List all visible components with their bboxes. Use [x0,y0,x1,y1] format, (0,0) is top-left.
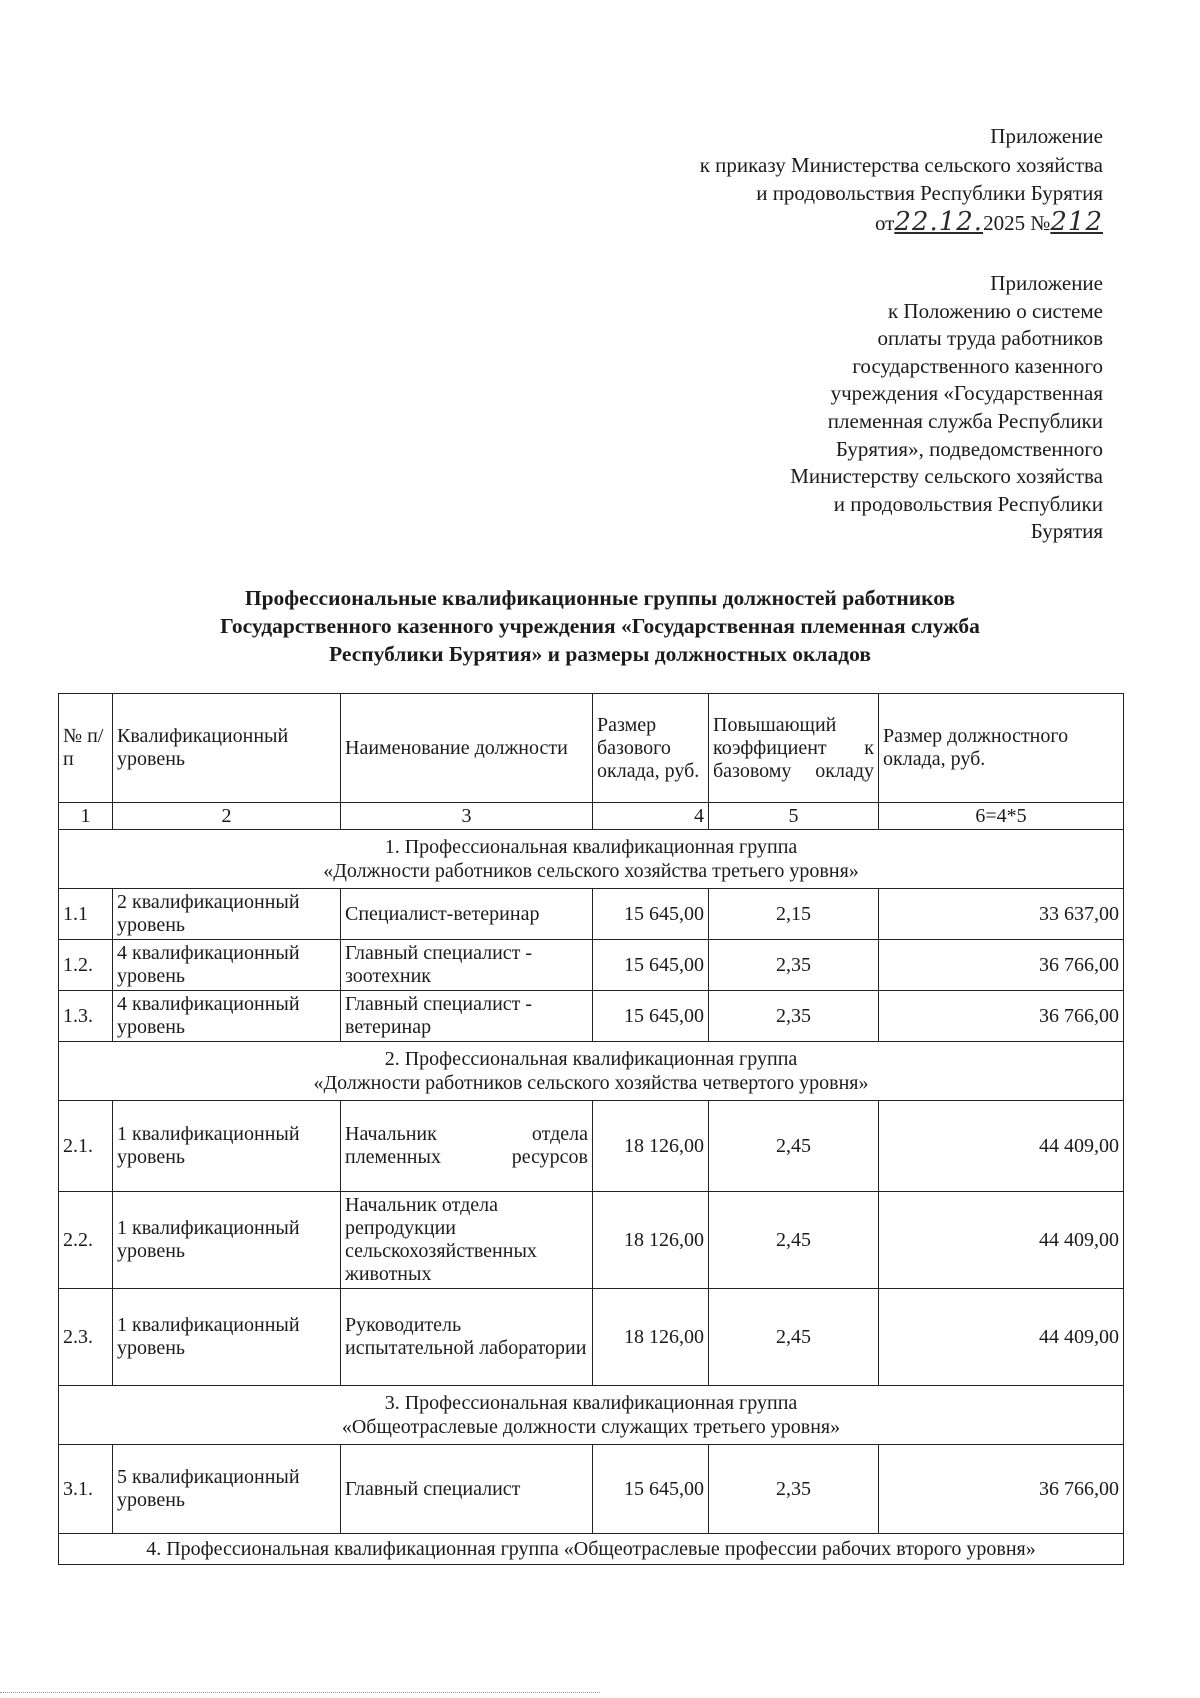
group-title-line: 3. Профессиональная квалификационная группа [384,1392,798,1414]
regulation-line: учреждения «Государственная [830,381,1103,406]
group-title [59,1386,1124,1445]
row-position: Руководитель испытательной лаборатории [341,1289,593,1386]
title-line: Государственного казенного учреждения «Государственная племенная служба [220,614,980,638]
order-ministry-line-2: и продовольствия Республики Бурятия [756,181,1103,205]
table-row [59,940,1124,991]
row-number: 2.3. [59,1289,113,1386]
row-position: Главный специалист [341,1445,593,1534]
group-header-row [59,1042,1124,1101]
table-row [59,1192,1124,1289]
row-base-salary: 15 645,00 [593,889,709,940]
row-coefficient: 2,35 [709,1445,879,1534]
row-position: Начальник отдела племенных ресурсов [341,1101,593,1192]
header-position: Наименование должности [341,694,593,803]
row-salary: 44 409,00 [879,1101,1124,1192]
row-salary: 44 409,00 [879,1192,1124,1289]
row-level: 1 квалификационный уровень [113,1101,341,1192]
row-coefficient: 2,45 [709,1101,879,1192]
row-coefficient: 2,45 [709,1192,879,1289]
handwritten-order-number: 212 [1050,206,1103,237]
group-header-row [59,1534,1124,1565]
row-number: 1.2. [59,940,113,991]
salary-table [58,693,1124,1565]
order-appendix-header [700,122,1103,237]
table-row [59,889,1124,940]
row-base-salary: 18 126,00 [593,1192,709,1289]
group-title: 4. Профессиональная квалификационная группа «Общеотраслевые профессии рабочих второго уровня» [59,1534,1124,1565]
group-title-line: 1. Профессиональная квалификационная группа [384,836,798,858]
group-header-row [59,1386,1124,1445]
row-base-salary: 15 645,00 [593,1445,709,1534]
header-level: Квалификационный уровень [113,694,341,803]
row-base-salary: 15 645,00 [593,991,709,1042]
row-level: 1 квалификационный уровень [113,1289,341,1386]
row-coefficient: 2,35 [709,940,879,991]
table-header-row [59,694,1124,803]
row-salary: 44 409,00 [879,1289,1124,1386]
row-base-salary: 18 126,00 [593,1101,709,1192]
group-title-line: 2. Профессиональная квалификационная группа [384,1048,798,1070]
regulation-appendix-header [790,270,1103,546]
row-level: 2 квалификационный уровень [113,889,341,940]
row-coefficient: 2,35 [709,991,879,1042]
row-salary: 36 766,00 [879,1445,1124,1534]
row-number: 3.1. [59,1445,113,1534]
row-level: 4 квалификационный уровень [113,991,341,1042]
date-prefix: от [874,210,895,235]
header-base-salary: Размер базового оклада, руб. [593,694,709,803]
row-salary: 36 766,00 [879,991,1124,1042]
row-number: 1.1 [59,889,113,940]
header-number: № п/п [59,694,113,803]
column-number: 2 [113,803,341,830]
column-number: 6=4*5 [879,803,1124,830]
row-number: 2.1. [59,1101,113,1192]
regulation-line: Бурятия», подведомственного [835,436,1103,461]
order-date-line [700,208,1103,238]
column-number: 5 [709,803,879,830]
table-row [59,1289,1124,1386]
page-bottom-edge [0,1692,600,1694]
regulation-line: государственного казенного [852,353,1103,378]
header-salary: Размер должностного оклада, руб. [879,694,1124,803]
table-row [59,1101,1124,1192]
date-year: 2025 № [983,210,1051,235]
regulation-line: к Положению о системе [887,298,1103,323]
row-level: 4 квалификационный уровень [113,940,341,991]
column-numbers-row [59,803,1124,830]
row-coefficient: 2,45 [709,1289,879,1386]
table-row [59,1445,1124,1534]
row-base-salary: 18 126,00 [593,1289,709,1386]
group-title [59,830,1124,889]
regulation-line: Приложение [990,271,1103,295]
row-position: Специалист-ветеринар [341,889,593,940]
column-number: 3 [341,803,593,830]
order-ministry-line: к приказу Министерства сельского хозяйства [699,152,1103,177]
row-level: 1 квалификационный уровень [113,1192,341,1289]
column-number: 1 [59,803,113,830]
row-position: Главный специалист - ветеринар [341,991,593,1042]
title-line: Республики Бурятия» и размеры должностных окладов [329,642,871,666]
table-row [59,991,1124,1042]
title-line: Профессиональные квалификационные группы должностей работников [244,586,956,610]
handwritten-date: 22.12. [894,206,984,237]
regulation-line: и продовольствия Республики [833,491,1103,516]
row-position: Главный специалист - зоотехник [341,940,593,991]
order-appendix-label: Приложение [990,124,1103,148]
group-title-line: «Должности работников сельского хозяйства четвертого уровня» [313,1072,869,1094]
regulation-line: оплаты труда работников [877,326,1103,351]
row-level: 5 квалификационный уровень [113,1445,341,1534]
group-title-line: «Общеотраслевые должности служащих третьего уровня» [341,1416,841,1438]
group-header-row [59,830,1124,889]
header-coefficient: Повышающий коэффициент к базовому окладу [709,694,879,803]
column-number: 4 [593,803,709,830]
row-base-salary: 15 645,00 [593,940,709,991]
row-salary: 33 637,00 [879,889,1124,940]
row-number: 1.3. [59,991,113,1042]
row-salary: 36 766,00 [879,940,1124,991]
regulation-line: Бурятия [1030,519,1103,544]
group-title-line: «Должности работников сельского хозяйства третьего уровня» [323,860,859,882]
row-position: Начальник отдела репродукции сельскохозяйственных животных [341,1192,593,1289]
row-number: 2.2. [59,1192,113,1289]
regulation-line: племенная служба Республики [827,408,1103,433]
row-coefficient: 2,15 [709,889,879,940]
document-title [0,584,1200,668]
regulation-line: Министерству сельского хозяйства [790,464,1103,489]
group-title [59,1042,1124,1101]
